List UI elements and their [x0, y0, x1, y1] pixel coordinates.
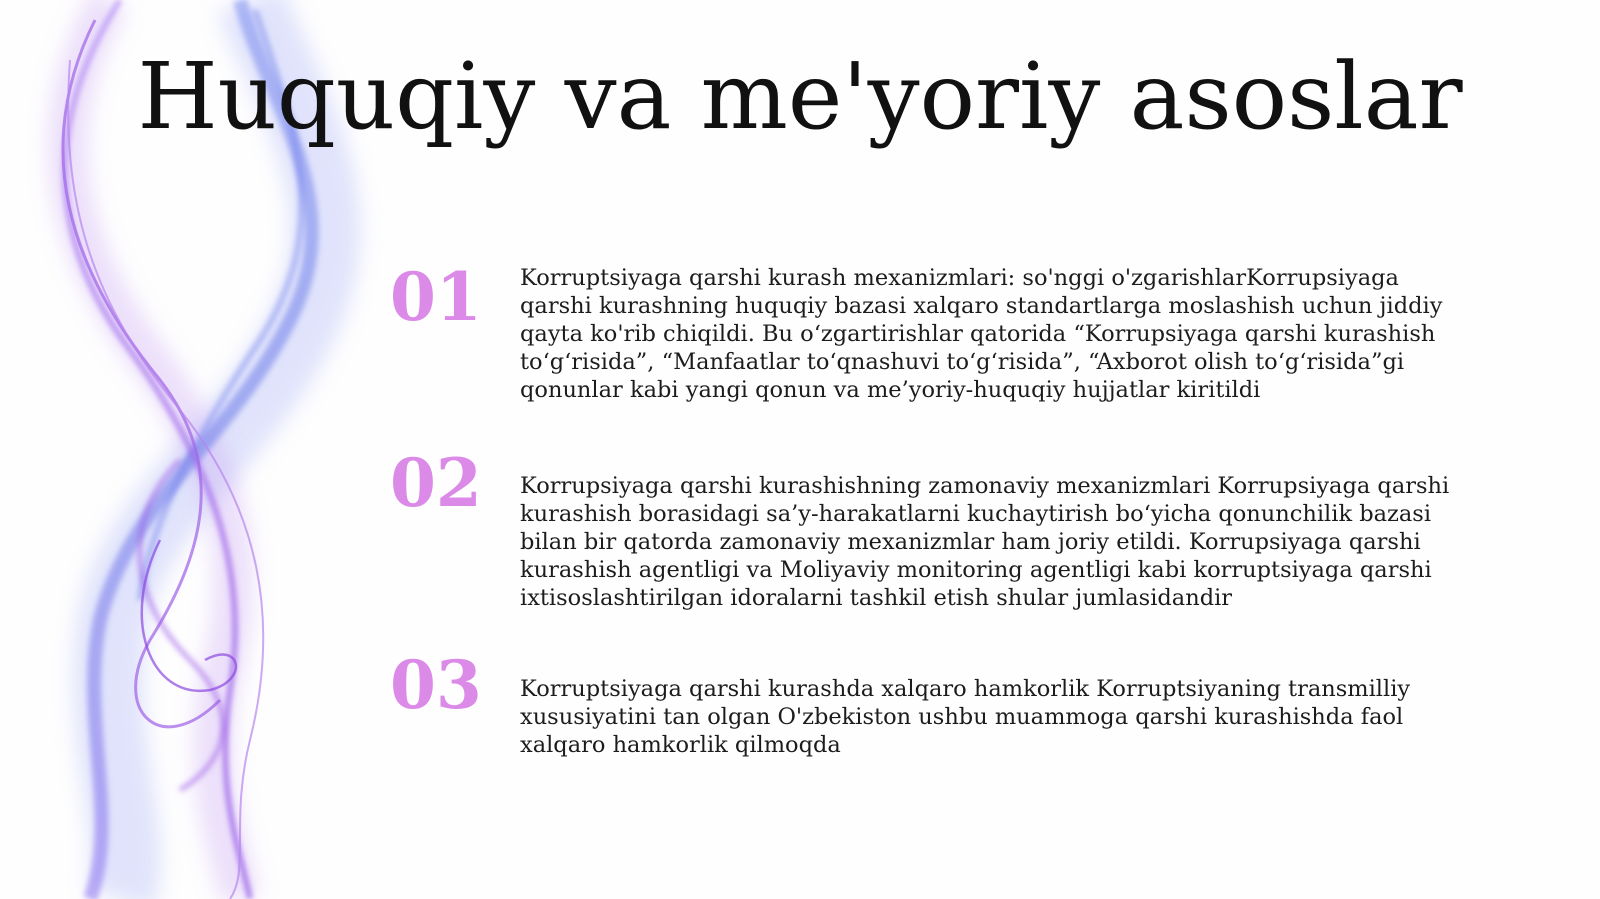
item-text: Korruptsiyaga qarshi kurash mexanizmlari: so'nggi o'zgarishlarKorrupsiyaga qarshi kurashning huquqiy bazasi xalqaro standartlarga moslashish uchun jiddiy qayta ko'rib chiqildi. Bu o‘zgartirishlar qatorida “Korrupsiyaga qarshi kurashish to‘g‘risida”, “Manfaatlar to‘qnashuvi to‘g‘risida”, “Axborot olish to‘g‘risida”gi qonunlar kabi yangi qonun va me’yoriy-huquqiy hujjatlar kiritildi	[520, 265, 1443, 403]
item-text: Korruptsiyaga qarshi kurashda xalqaro hamkorlik Korruptsiyaning transmilliy xususiyatini tan olgan O'zbekiston ushbu muammoga qarshi kurashishda faol xalqaro hamkorlik qilmoqda	[520, 676, 1411, 758]
item-number: 01	[390, 258, 482, 336]
item-number: 02	[390, 444, 482, 522]
page-title: Huquqiy va me'yoriy asoslar	[137, 43, 1463, 150]
item-number: 03	[390, 646, 482, 724]
item-text: Korrupsiyaga qarshi kurashishning zamonaviy mexanizmlari Korrupsiyaga qarshi kurashish borasidagi sa’y-harakatlarni kuchaytirish bo‘yicha qonunchilik bazasi bilan bir qatorda zamonaviy mexanizmlar ham joriy etildi. Korrupsiyaga qarshi kurashish agentligi va Moliyaviy monitoring agentligi kabi korruptsiyaga qarshi ixtisoslashtirilgan idoralarni tashkil etish shular jumlasidandir	[520, 473, 1450, 611]
